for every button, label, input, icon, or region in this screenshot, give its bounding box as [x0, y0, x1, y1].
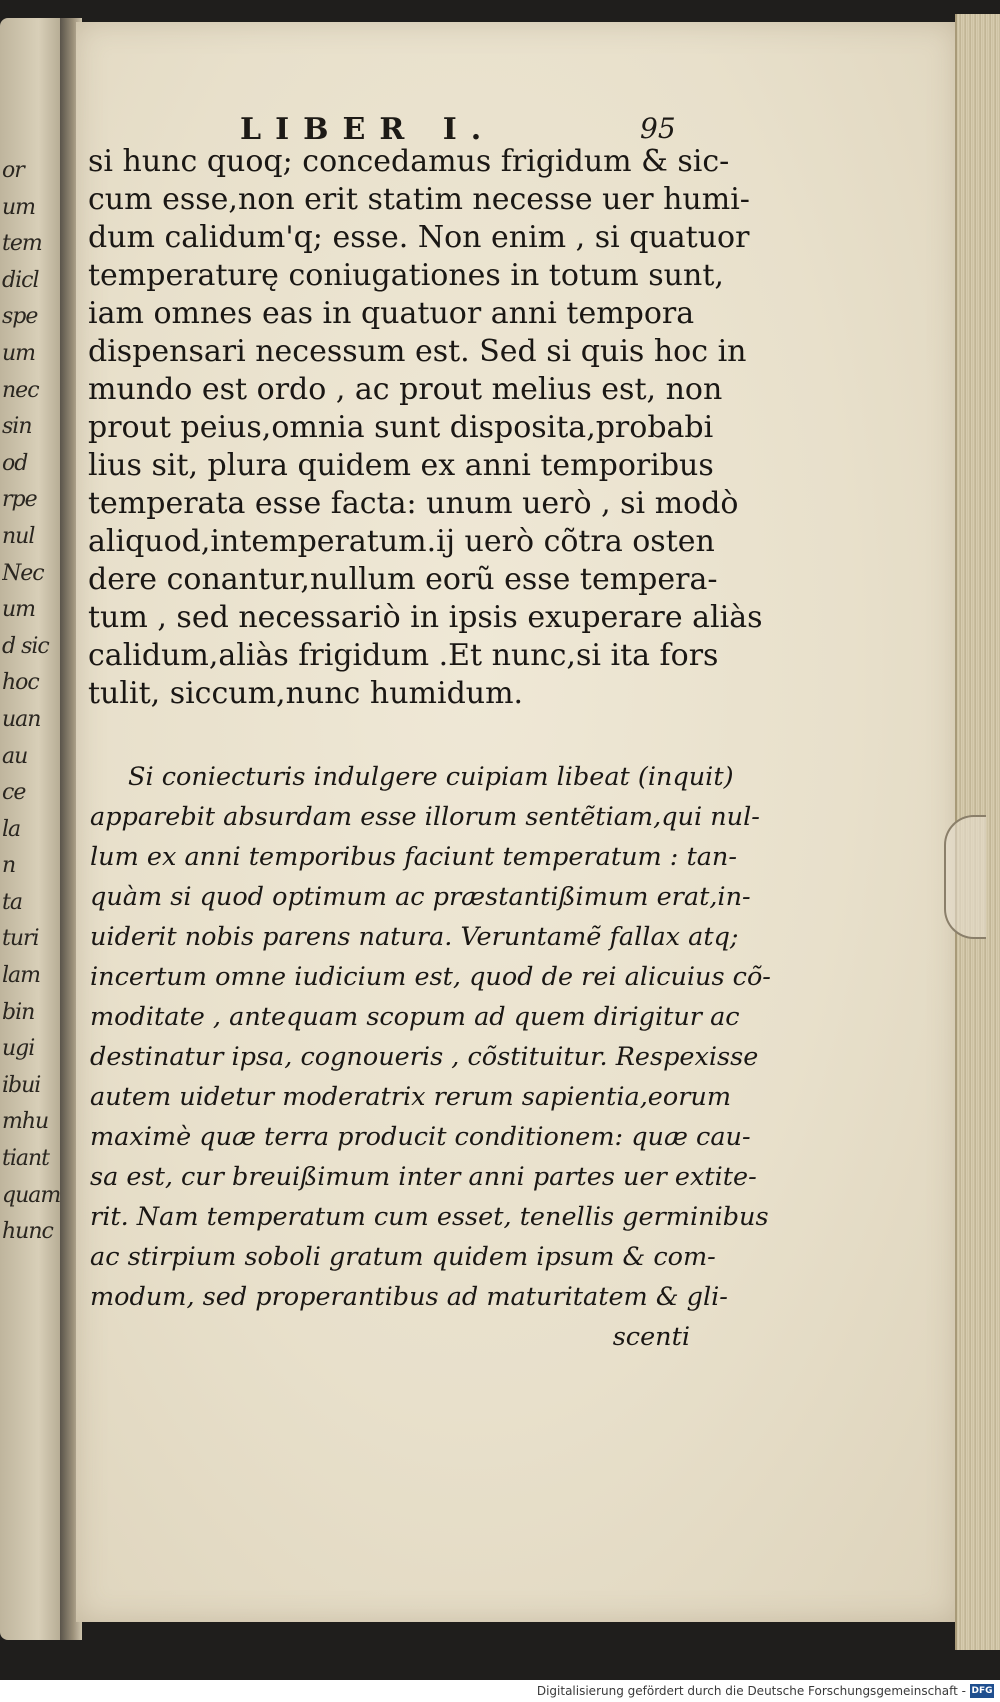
left-fragment: d sic [2, 633, 49, 659]
left-fragment: la [2, 816, 21, 842]
left-fragment: ce [2, 780, 26, 806]
left-fragment: turi [2, 926, 39, 952]
roman-text-block [88, 143, 763, 713]
text-line: aliquod,intemperatum.ij uerò cõtra osten [88, 524, 715, 559]
left-fragment: um [2, 340, 36, 366]
left-fragment: mhu [2, 1109, 49, 1135]
left-fragment: nec [2, 377, 39, 403]
left-fragment: nul [2, 523, 35, 549]
left-fragment: um [2, 194, 36, 220]
text-line: incertum omne iudicium est, quod de rei alicuius cõ- [90, 962, 771, 992]
left-fragment: tem [2, 231, 42, 257]
left-fragment: dicl [2, 267, 39, 293]
running-head: LIBER I. [240, 112, 496, 147]
left-fragment: ta [2, 889, 22, 915]
left-fragment: tiant [2, 1146, 50, 1172]
text-line: si hunc quoq; concedamus frigidum & sic- [88, 144, 730, 179]
text-line: autem uidetur moderatrix rerum sapientia,eorum [90, 1082, 732, 1112]
bookmark-clip [944, 815, 986, 939]
text-line: quàm si quod optimum ac præstantißimum erat,in- [90, 882, 751, 912]
text-line: Si coniecturis indulgere cuipiam libeat (inquit) [128, 762, 734, 792]
text-line: tulit, siccum,nunc humidum. [88, 676, 524, 711]
left-fragment: au [2, 743, 28, 769]
text-line: rit. Nam temperatum cum esset, tenellis germinibus [90, 1202, 769, 1232]
left-fragment: or [2, 158, 24, 183]
text-line: sa est, cur breuißimum inter anni partes uer extite- [90, 1162, 757, 1192]
text-line: uiderit nobis parens natura. Veruntamẽ fallax atq; [90, 922, 739, 952]
left-fragment: bin [2, 999, 35, 1025]
funding-credit: Digitalisierung gefördert durch die Deutsche Forschungsgemeinschaft - [536, 1684, 966, 1698]
left-fragment: ugi [2, 1036, 35, 1062]
italic-text-block [90, 757, 771, 1357]
dfg-logo: DFG [971, 1686, 993, 1696]
text-line: moditate , antequam scopum ad quem dirigitur ac [90, 1002, 740, 1032]
text-line: mundo est ordo , ac prout melius est, non [88, 372, 723, 407]
text-line: ac stirpium soboli gratum quidem ipsum & com- [90, 1242, 716, 1272]
text-line: temperata esse facta: unum uerò , si modò [88, 486, 739, 521]
text-line: lum ex anni temporibus faciunt temperatum : tan- [90, 842, 737, 872]
left-fragment: quam [2, 1182, 61, 1208]
text-line: cum esse,non erit statim necesse uer humi- [88, 182, 750, 217]
left-fragment: rpe [2, 487, 37, 513]
left-fragment: uan [2, 706, 41, 732]
text-line: dispensari necessum est. Sed si quis hoc in [88, 334, 747, 369]
text-line: dere conantur,nullum eorũ esse tempera- [88, 562, 718, 597]
left-fragment: hunc [2, 1219, 53, 1245]
text-line: tum , sed necessariò in ipsis exuperare aliàs [88, 600, 763, 635]
text-line: apparebit absurdam esse illorum sentẽtiam,qui nul- [90, 802, 760, 832]
left-fragment: n [2, 853, 16, 879]
left-fragment: lam [2, 963, 41, 989]
text-line: iam omnes eas in quatuor anni tempora [88, 296, 695, 331]
page-number: 95 [640, 112, 676, 145]
left-fragment: Nec [2, 560, 44, 586]
left-page-text-fragments [2, 158, 68, 1256]
catchword: scenti [612, 1322, 690, 1352]
left-fragment: spe [2, 304, 38, 330]
text-line: lius sit, plura quidem ex anni temporibus [88, 448, 714, 483]
text-line: modum, sed properantibus ad maturitatem & gli- [90, 1282, 728, 1312]
text-line: maximè quæ terra producit conditionem: quæ cau- [90, 1122, 751, 1152]
text-line: temperaturę coniugationes in totum sunt, [88, 258, 724, 293]
left-fragment: hoc [2, 670, 39, 696]
left-fragment: od [2, 450, 28, 476]
text-line: destinatur ipsa, cognoueris , cõstituitur. Respexisse [90, 1042, 759, 1072]
text-line: dum calidum'q; esse. Non enim , si quatuor [88, 220, 750, 255]
text-line: calidum,aliàs frigidum .Et nunc,si ita fors [88, 638, 719, 673]
left-fragment: um [2, 597, 36, 623]
text-line: prout peius,omnia sunt disposita,probabi [88, 410, 714, 445]
left-fragment: ibui [2, 1072, 41, 1098]
left-fragment: sin [2, 414, 32, 440]
